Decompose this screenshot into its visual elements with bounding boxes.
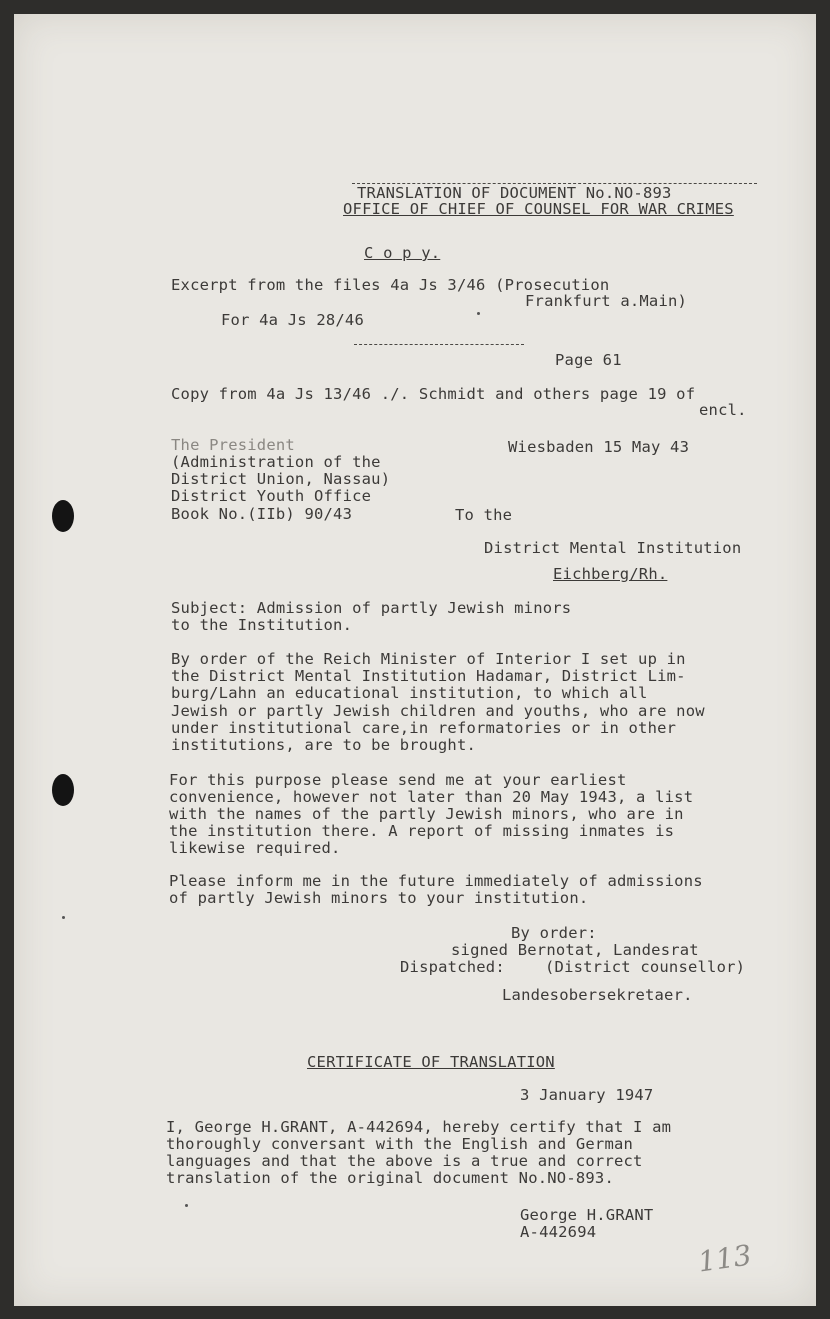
sender-line-2: (Administration of the [171,453,381,471]
paragraph-3-line: Please inform me in the future immediately of admissions [169,872,703,890]
office-header: OFFICE OF CHIEF OF COUNSEL FOR WAR CRIMES [343,200,734,218]
paragraph-2-line: with the names of the partly Jewish minors, who are in [169,805,684,823]
copy-from-line-1: Copy from 4a Js 13/46 ./. Schmidt and others page 19 of [171,385,696,403]
to-label: To the [455,506,513,524]
paper-speck [185,1204,188,1207]
paragraph-3-line: of partly Jewish minors to your institution. [169,889,589,907]
certificate-body-line: translation of the original document No.NO-893. [166,1169,614,1187]
translator-id: A-442694 [520,1223,597,1241]
recipient-line-2: Eichberg/Rh. [553,565,668,583]
separator-rule [354,344,524,345]
paragraph-1-line: under institutional care,in reformatories or in other [171,719,677,737]
paragraph-1-line: Jewish or partly Jewish children and youths, who are now [171,702,705,720]
excerpt-line-2: Frankfurt a.Main) [525,292,688,310]
excerpt-line-3: For 4a Js 28/46 [221,311,364,329]
paper-speck [477,312,480,315]
copy-title: C o p y. [364,244,441,262]
certificate-body-line: languages and that the above is a true and correct [166,1152,643,1170]
counsellor-title: (District counsellor) [545,958,746,976]
paragraph-1-line: the District Mental Institution Hadamar, District Lim- [171,667,686,685]
translator-name: George H.GRANT [520,1206,654,1224]
subject-line-2: to the Institution. [171,616,353,634]
certificate-body-line: thoroughly conversant with the English and German [166,1135,634,1153]
paper-speck [62,916,65,919]
handwritten-page-number: 113 [695,1238,754,1279]
excerpt-line-1: Excerpt from the files 4a Js 3/46 (Prosecution [171,276,610,294]
copy-from-line-2: encl. [699,401,747,419]
recipient-line-1: District Mental Institution [484,539,742,557]
dispatched-label: Dispatched: [400,958,505,976]
paragraph-2-line: convenience, however not later than 20 May 1943, a list [169,788,694,806]
punch-hole-bottom [52,774,74,806]
sender-line-4: District Youth Office [171,487,372,505]
translation-header: TRANSLATION OF DOCUMENT No.NO-893 [357,184,672,202]
certificate-date: 3 January 1947 [520,1086,654,1104]
by-order: By order: [511,924,597,942]
punch-hole-top [52,500,74,532]
place-date: Wiesbaden 15 May 43 [508,438,690,456]
certificate-title: CERTIFICATE OF TRANSLATION [307,1053,555,1071]
subject-line-1: Subject: Admission of partly Jewish minors [171,599,572,617]
paragraph-2-line: For this purpose please send me at your earliest [169,771,627,789]
clerk-title: Landesobersekretaer. [502,986,693,1004]
page-reference: Page 61 [555,351,622,369]
certificate-body-line: I, George H.GRANT, A-442694, hereby certify that I am [166,1118,672,1136]
paragraph-2-line: likewise required. [169,839,341,857]
signed-by: signed Bernotat, Landesrat [451,941,699,959]
paragraph-1-line: burg/Lahn an educational institution, to which all [171,684,648,702]
sender-line-5: Book No.(IIb) 90/43 [171,505,353,523]
paragraph-1-line: By order of the Reich Minister of Interior I set up in [171,650,686,668]
sender-line-1: The President [171,436,295,454]
paragraph-2-line: the institution there. A report of missing inmates is [169,822,675,840]
sender-line-3: District Union, Nassau) [171,470,391,488]
paragraph-1-line: institutions, are to be brought. [171,736,477,754]
